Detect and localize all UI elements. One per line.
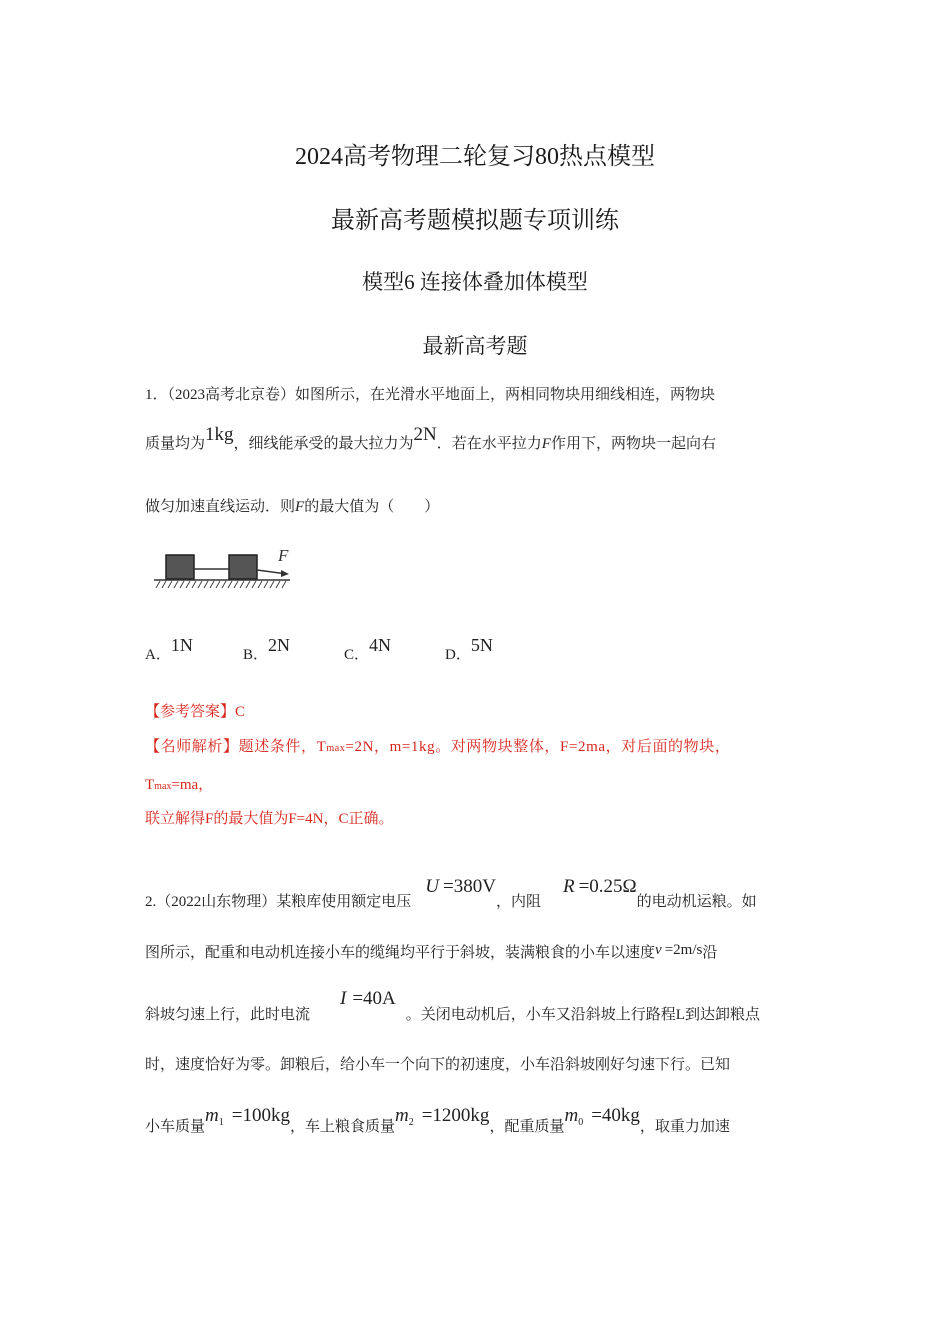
analysis-line3: 联立解得F的最大值为F=4N，C正确。: [145, 811, 394, 827]
analysis-line1: 【名师解析】题述条件，Tmax=2N，m=1kg。对两物块整体，F=2ma，对后面的物块，: [145, 739, 731, 755]
q1-line2: 质量均为1kg，细线能承受的最大拉力为2N．若在水平拉力F作用下，两物块一起向右: [145, 424, 716, 452]
subtitle: 最新高考题模拟题专项训练: [331, 208, 619, 234]
reference-answer: 【参考答案】C: [145, 704, 246, 720]
block-right: [229, 555, 257, 579]
option-a[interactable]: A．1N: [145, 635, 193, 663]
q2-line2: 图所示，配重和电动机连接小车的缆绳均平行于斜坡，装满粮食的小车以速度v =2m/s沿: [145, 942, 718, 961]
option-b[interactable]: B．2N: [243, 635, 291, 663]
blocks-figure: [150, 543, 295, 593]
option-d[interactable]: D．5N: [445, 635, 493, 663]
main-title: 2024高考物理二轮复习80热点模型: [295, 144, 655, 170]
force-label: F: [278, 546, 289, 565]
q1-line3: 做匀加速直线运动．则F的最大值为（ ）: [145, 499, 440, 515]
q2-line4: 时，速度恰好为零。卸粮后，给小车一个向下的初速度，小车沿斜坡刚好匀速下行。已知: [145, 1057, 731, 1073]
analysis-line2: Tmax=ma，: [145, 777, 214, 793]
mass-value: 1kg: [205, 424, 234, 445]
block-left: [166, 555, 194, 579]
section-title: 最新高考题: [422, 334, 528, 358]
q1-line1: 1．（2023高考北京卷）如图所示，在光滑水平地面上，两相同物块用细线相连，两物块: [145, 387, 716, 403]
q2-line1: 2.（2022山东物理）某粮库使用额定电压U =380V，内阻R =0.25Ω的电动机运粮。如: [145, 876, 757, 910]
option-c[interactable]: C．4N: [344, 635, 392, 663]
q2-line3: 斜坡匀速上行，此时电流I =40A。关闭电动机后，小车又沿斜坡上行路程L到达卸粮点: [145, 988, 760, 1023]
tension-value: 2N: [413, 424, 437, 445]
q2-line5: 小车质量$m^1 =100kg$，车上粮食质量$m^2 =1200kg$，配重质量$m^0 =40kg$，取重力加速: [145, 1105, 730, 1135]
model-title: 模型6 连接体叠加体模型: [362, 270, 588, 294]
